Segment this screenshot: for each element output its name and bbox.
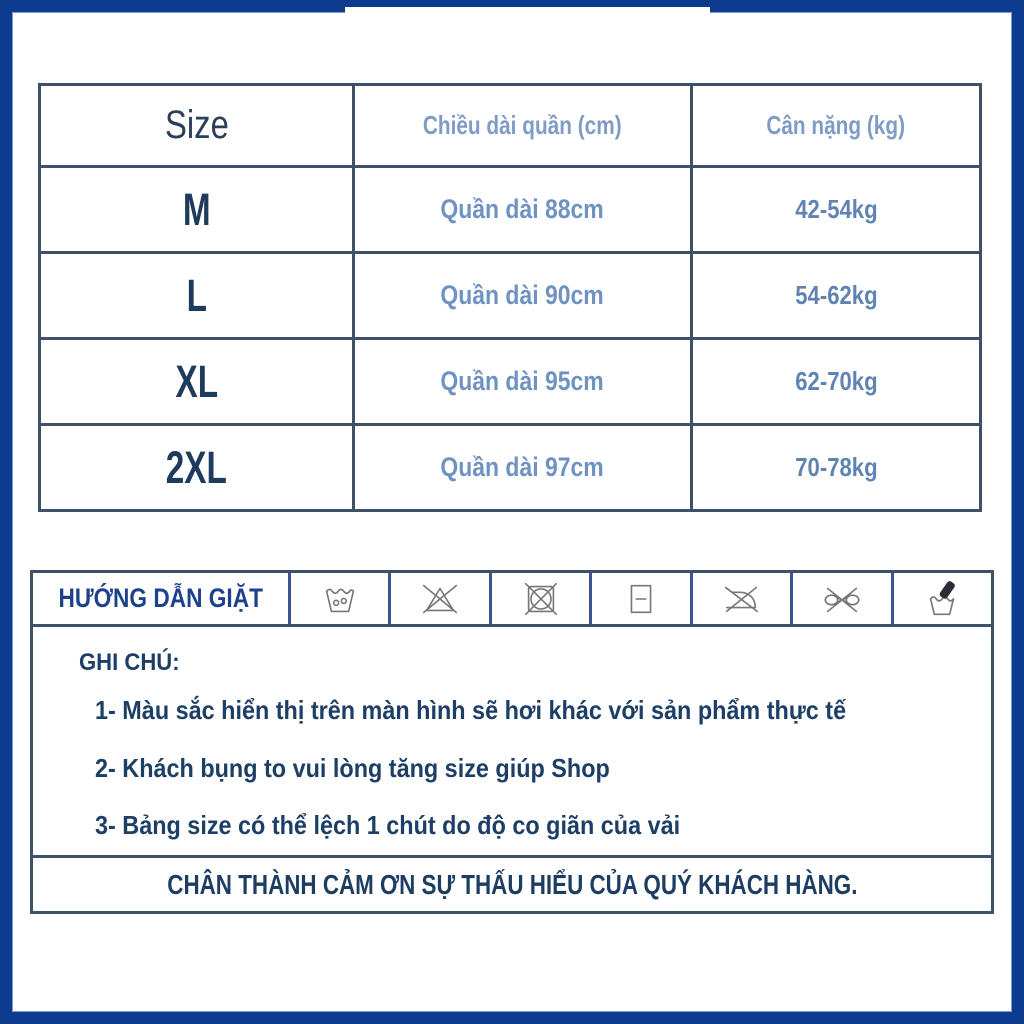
header-size xyxy=(40,85,354,167)
care-instructions-box xyxy=(30,570,994,914)
do-not-tumble-dry-icon xyxy=(520,578,562,620)
care-cell xyxy=(690,573,790,624)
cell-size xyxy=(40,167,354,253)
size-value: L xyxy=(186,269,207,321)
length-value: Quần dài 88cm xyxy=(440,194,605,224)
header-length xyxy=(354,85,692,167)
care-cell xyxy=(489,573,589,624)
cell-size xyxy=(40,339,354,425)
header-size-label: Size xyxy=(164,103,229,147)
dry-flat-icon xyxy=(620,578,662,620)
care-cell xyxy=(288,573,388,624)
cell-weight xyxy=(692,253,981,339)
cell-length xyxy=(354,425,692,511)
table-row xyxy=(40,253,981,339)
cell-size xyxy=(40,425,354,511)
do-not-iron-icon xyxy=(720,578,762,620)
cell-weight xyxy=(692,339,981,425)
weight-value: 70-78kg xyxy=(794,452,878,482)
hand-wash-icon xyxy=(921,578,963,620)
note-1: 1- Màu sắc hiển thị trên màn hình sẽ hơi khác với sản phẩm thực tế xyxy=(95,695,847,725)
table-row xyxy=(40,167,981,253)
thanks-text: CHÂN THÀNH CẢM ƠN SỰ THẤU HIỂU CỦA QUÝ KHÁCH HÀNG. xyxy=(166,868,858,900)
care-cell xyxy=(891,573,991,624)
header-weight xyxy=(692,85,981,167)
length-value: Quần dài 95cm xyxy=(440,366,605,396)
table-row xyxy=(40,425,981,511)
size-table-header-row xyxy=(40,85,981,167)
cell-length xyxy=(354,167,692,253)
header-length-label: Chiều dài quần (cm) xyxy=(423,110,622,140)
do-not-bleach-icon xyxy=(419,578,461,620)
cell-weight xyxy=(692,167,981,253)
length-value: Quần dài 90cm xyxy=(440,280,605,310)
thanks-bar xyxy=(33,855,991,911)
care-title: HƯỚNG DẪN GIẶT xyxy=(58,583,263,613)
care-cell xyxy=(388,573,488,624)
cell-length xyxy=(354,339,692,425)
size-table xyxy=(38,83,982,512)
note-3: 3- Bảng size có thể lệch 1 chút do độ co giãn của vải xyxy=(95,810,681,840)
care-title-cell xyxy=(33,573,288,624)
care-icon-strip xyxy=(33,573,991,627)
care-cell xyxy=(790,573,890,624)
cell-size xyxy=(40,253,354,339)
care-cell xyxy=(589,573,689,624)
size-value: XL xyxy=(175,355,218,407)
weight-value: 42-54kg xyxy=(794,194,878,224)
note-2: 2- Khách bụng to vui lòng tăng size giúp Shop xyxy=(95,753,610,783)
do-not-wring-icon xyxy=(821,578,863,620)
weight-value: 62-70kg xyxy=(794,366,878,396)
header-weight-label: Cân nặng (kg) xyxy=(766,110,906,140)
cell-length xyxy=(354,253,692,339)
cell-weight xyxy=(692,425,981,511)
weight-value: 54-62kg xyxy=(794,280,878,310)
gentle-wash-icon xyxy=(319,578,361,620)
size-value: M xyxy=(182,183,211,235)
notes-title: GHI CHÚ: xyxy=(79,649,180,676)
top-border-notch xyxy=(345,7,710,13)
size-value: 2XL xyxy=(165,441,228,493)
length-value: Quần dài 97cm xyxy=(440,452,605,482)
table-row xyxy=(40,339,981,425)
